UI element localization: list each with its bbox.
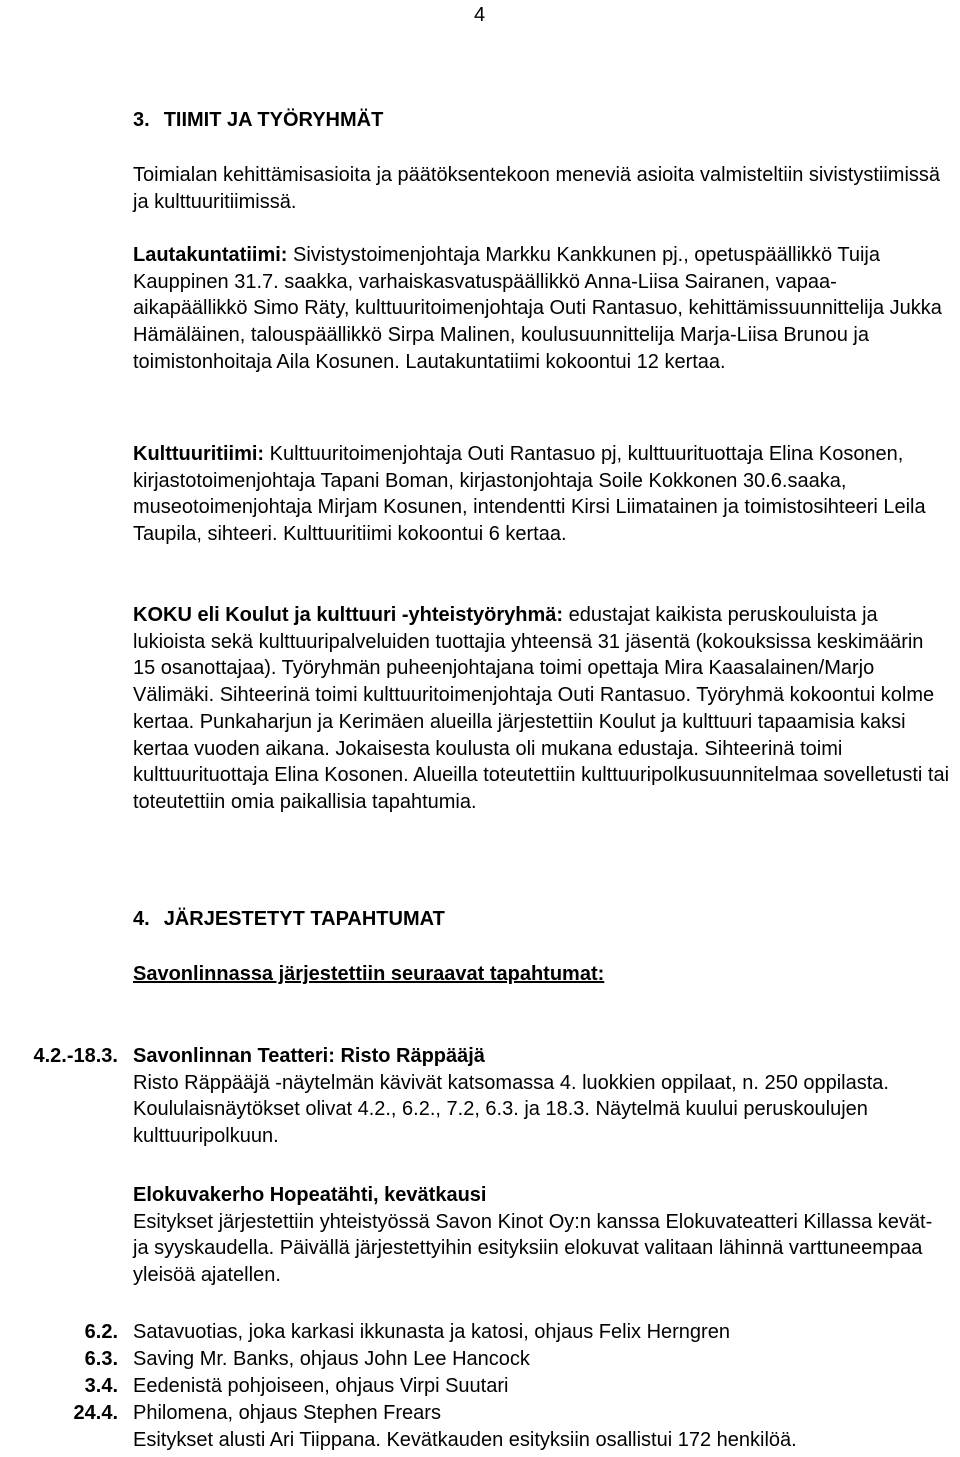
event-date: 3.4. — [84, 1375, 118, 1397]
event-title: Saving Mr. Banks, ohjaus John Lee Hancock — [133, 1348, 530, 1370]
event-title: Elokuvakerho Hopeatähti, kevätkausi — [133, 1184, 487, 1206]
event-title: Eedenistä pohjoiseen, ohjaus Virpi Suutari — [133, 1375, 509, 1397]
events-subheading: Savonlinnassa järjestettiin seuraavat tapahtumat: — [133, 963, 605, 985]
event-title: Philomena, ohjaus Stephen Frears — [133, 1402, 441, 1424]
lautakuntatiimi-label: Lautakuntatiimi: — [133, 244, 288, 266]
koku-label: KOKU eli Koulut ja kulttuuri -yhteistyöryhmä: — [133, 604, 564, 626]
kulttuuritiimi-label: Kulttuuritiimi: — [133, 443, 265, 465]
section-3-heading — [133, 107, 383, 134]
lautakuntatiimi-text: Sivistystoimenjohtaja Markku Kankkunen pj., opetuspäällikkö Tuija Kauppinen 31.7. saakka, varhaiskasvatuspäällikkö Anna-Liisa Sairanen, vapaa-aikapäällikkö Simo Räty, kulttuuritoimenjohtaja Outi Rantasuo, kehittämissuunnittelija Jukka Hämäläinen, talouspäällikkö Sirpa Malinen, koulusuunnittelija Marja-Liisa Brunou ja toimistonhoitaja Aila Kosunen. Lautakuntatiimi kokoontui 12 kertaa. — [133, 244, 942, 373]
kulttuuritiimi-text: Kulttuuritoimenjohtaja Outi Rantasuo pj, kulttuurituottaja Elina Kosonen, kirjastotoimenjohtaja Tapani Boman, kirjastonjohtaja Soile Kokkonen 30.6.saaka, museotoimenjohtaja Mirjam Kosunen, intendentti Kirsi Liimatainen ja toimistosihteeri Leila Taupila, sihteeri. Kulttuuritiimi kokoontui 6 kertaa. — [133, 443, 926, 546]
section-4-number: 4. — [133, 908, 150, 930]
event-description: Esitykset alusti Ari Tiippana. Kevätkauden esityksiin osallistui 172 henkilöä. — [133, 1428, 797, 1451]
koku-paragraph — [133, 602, 951, 816]
section-3-intro: Toimialan kehittämisasioita ja päätöksentekoon meneviä asioita valmisteltiin sivistystiimissä ja kulttuuritiimissä. — [133, 164, 941, 213]
kulttuuritiimi-paragraph — [133, 441, 951, 548]
lautakuntatiimi-paragraph — [133, 242, 951, 376]
event-date: 24.4. — [73, 1402, 118, 1424]
section-4-heading — [133, 906, 445, 933]
event-date: 4.2.-18.3. — [33, 1045, 118, 1067]
event-description: Esitykset järjestettiin yhteistyössä Savon Kinot Oy:n kanssa Elokuvateatteri Killassa kevät- ja syyskaudella. Päivällä järjestettyihin esityksiin elokuvat valitaan lähinnä varttuneempaa yleisöä ajatellen. — [133, 1210, 933, 1287]
event-date: 6.3. — [84, 1348, 118, 1370]
event-description: Risto Räppääjä -näytelmän kävivät katsomassa 4. luokkien oppilaat, n. 250 oppilasta. Koululaisnäytökset olivat 4.2., 6.2., 7.2, 6.3. ja 18.3. Näytelmä kuului peruskoulujen kulttuuripolkuun. — [133, 1071, 889, 1148]
section-4-title: JÄRJESTETYT TAPAHTUMAT — [163, 908, 445, 930]
event-title: Satavuotias, joka karkasi ikkunasta ja katosi, ohjaus Felix Herngren — [133, 1321, 730, 1343]
event-title: Savonlinnan Teatteri: Risto Räppääjä — [133, 1045, 485, 1067]
section-3-title: TIIMIT JA TYÖRYHMÄT — [163, 109, 384, 131]
page-number: 4 — [474, 4, 486, 26]
event-date: 6.2. — [84, 1321, 118, 1343]
koku-text: edustajat kaikista peruskouluista ja lukioista sekä kulttuuripalveluiden tuottajia yhteensä 31 jäsentä (kokouksissa keskimäärin 15 osanottajaa). Työryhmän puheenjohtajana toimi opettaja Mira Kaasalainen/Marjo Välimäki. Sihteerinä toimi kulttuuritoimenjohtaja Outi Rantasuo. Työryhmä kokoontui kolme kertaa. Punkaharjun ja Kerimäen alueilla järjestettiin Koulut ja kulttuuri tapaamisia kaksi kertaa vuoden aikana. Jokaisesta koulusta oli mukana edustaja. Sihteerinä toimi kulttuurituottaja Elina Kosonen. Alueilla toteutettiin kulttuuripolkusuunnitelmaa sovelletusti tai toteutettiin omia paikallisia tapahtumia. — [133, 604, 950, 813]
section-3-number: 3. — [133, 109, 150, 131]
